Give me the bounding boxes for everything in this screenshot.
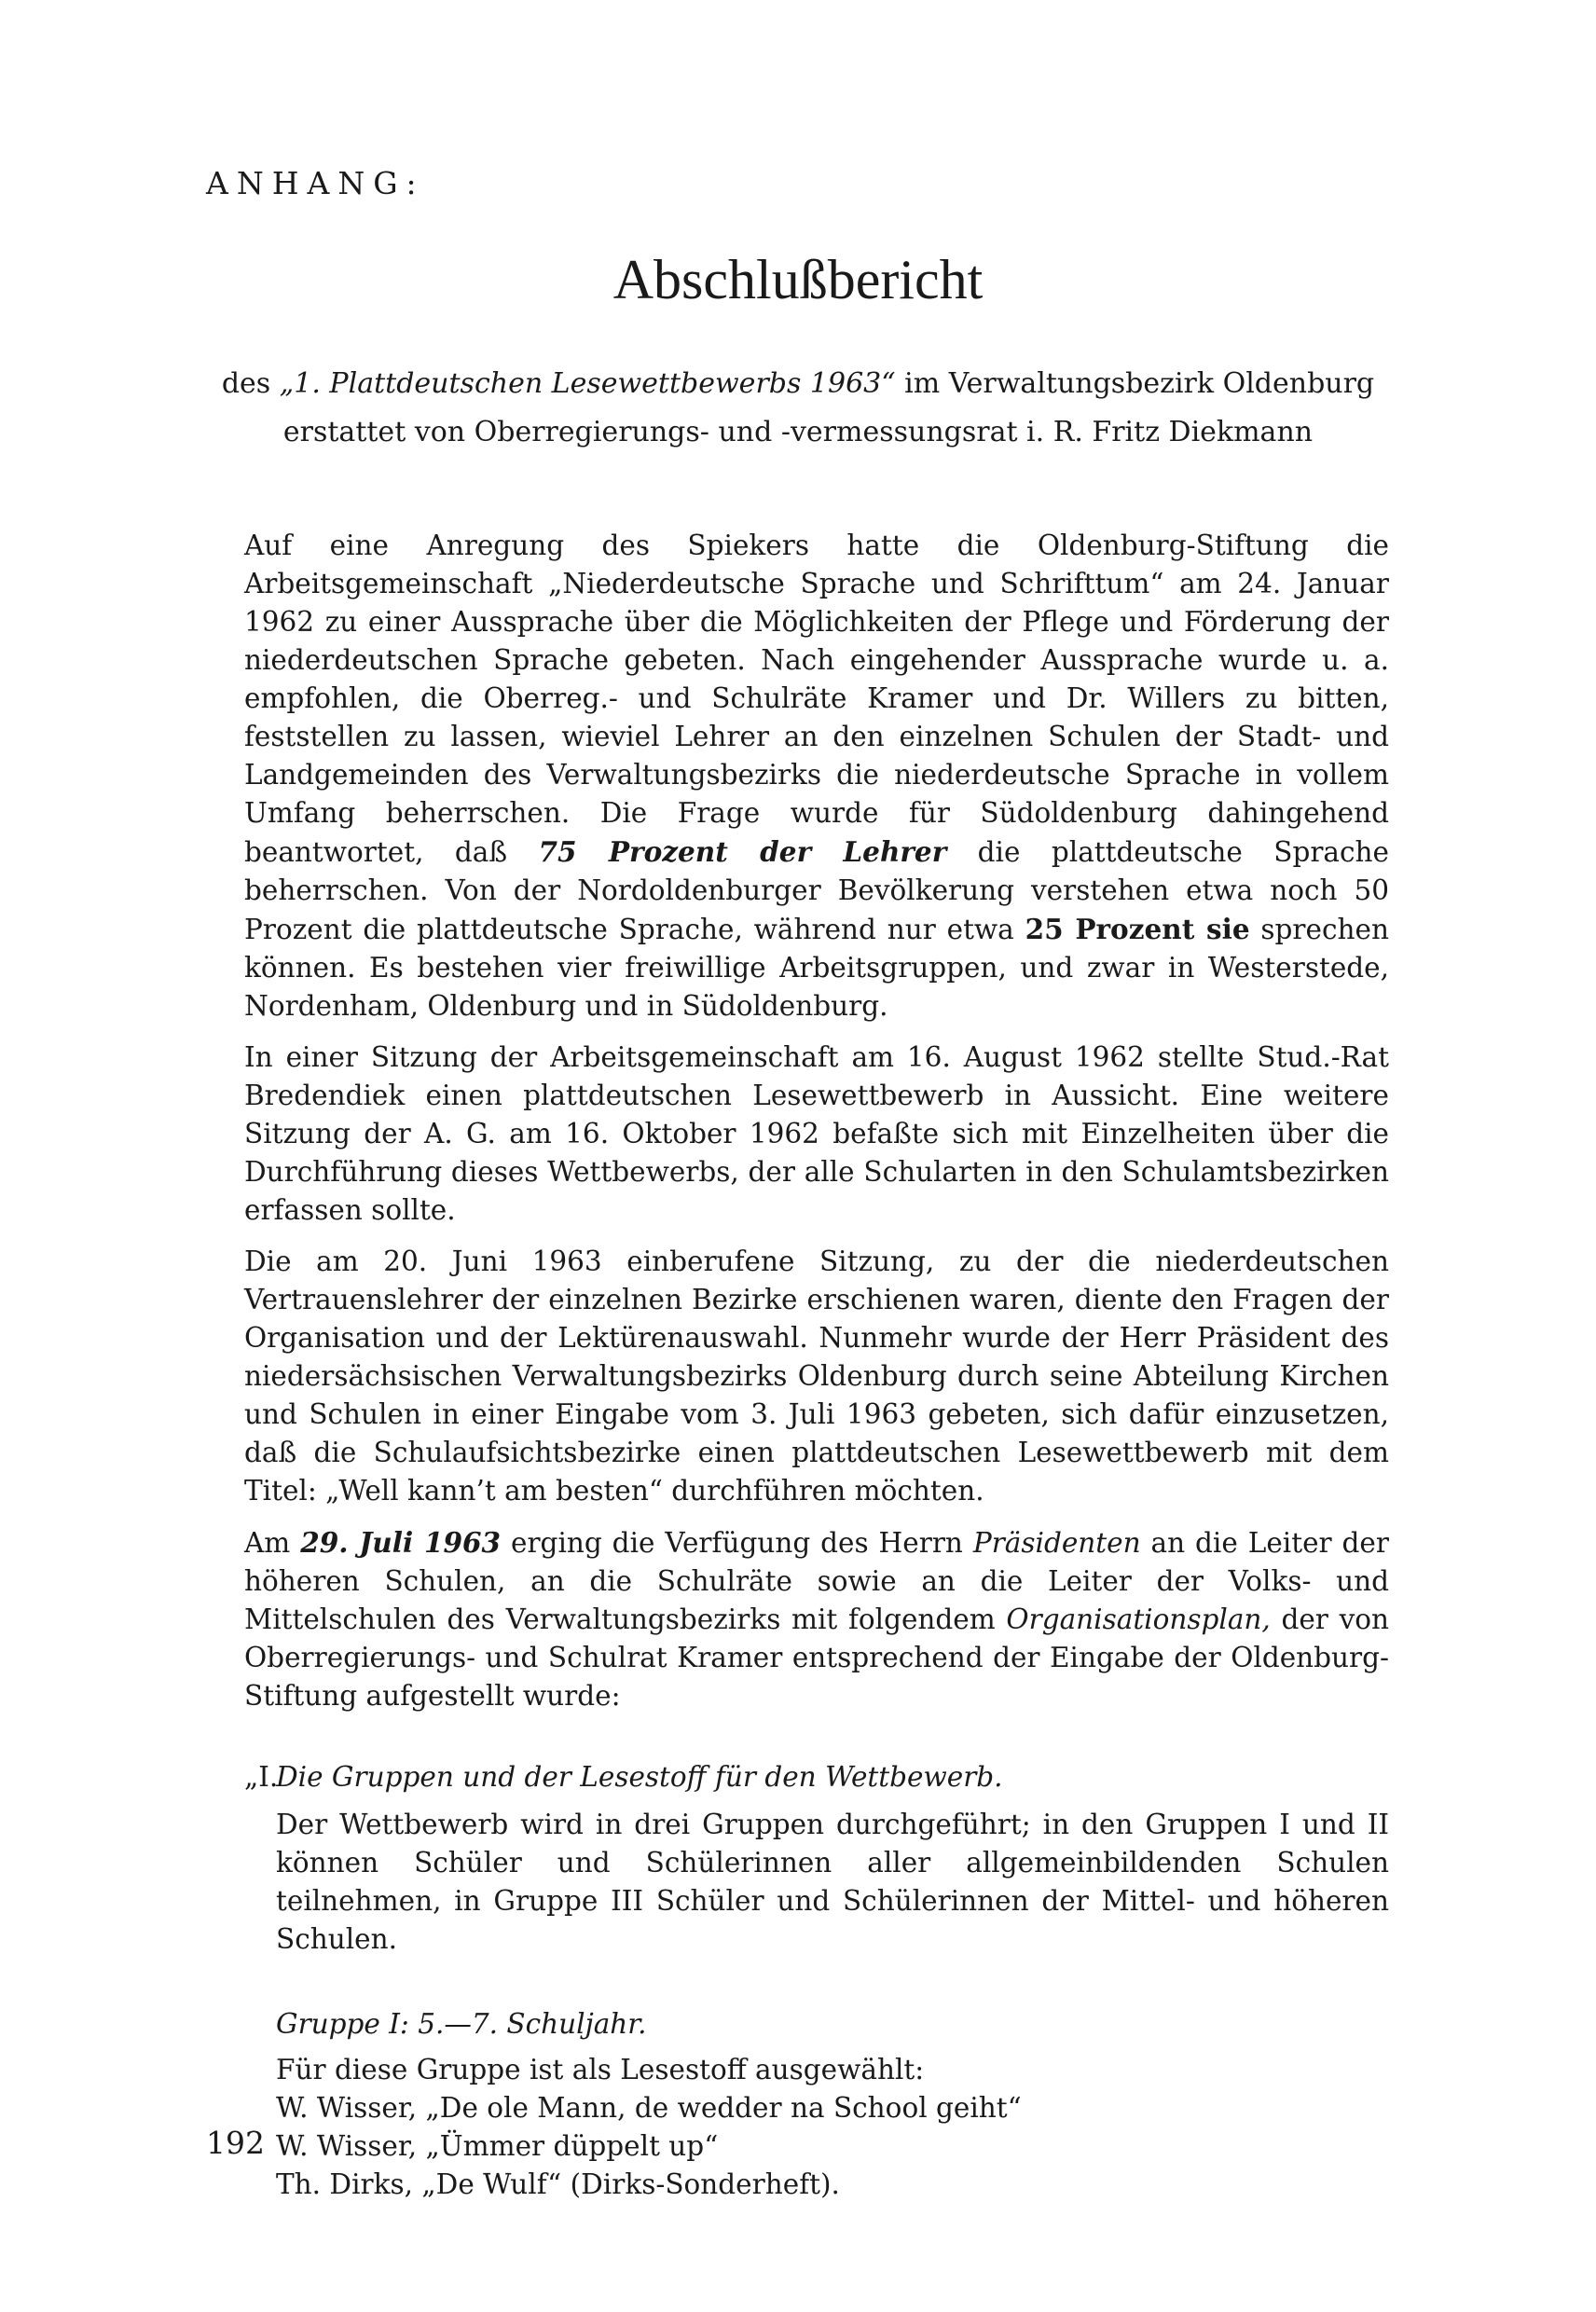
group-1-line: Th. Dirks, „De Wulf“ (Dirks-Sonderheft). <box>276 2168 840 2200</box>
subtitle <box>186 360 1410 457</box>
subtitle-suffix: im Verwaltungsbezirk Oldenburg <box>895 367 1375 400</box>
section-1 <box>244 1758 1389 1959</box>
section-1-heading: Die Gruppen und der Lesestoff für den Wettbewerb. <box>276 1761 1003 1793</box>
paragraph-4-part-b: erging die Verfügung des Herrn <box>501 1527 973 1559</box>
paragraph-4-part-d: der von Oberregierungs- und Schulrat Kramer entsprechend der Eingabe der Oldenburg-Stiftung aufgestellt wurde: <box>244 1603 1390 1712</box>
paragraph-1-bold: 25 Prozent sie <box>1025 913 1250 945</box>
subtitle-line-2: erstattet von Oberregierungs- und -vermessungsrat i. R. Fritz Diekmann <box>282 416 1314 448</box>
paragraph-4-part-c: an die Leiter der höheren Schulen, an die Schulräte sowie an die Leiter der Volks- und Mittelschulen des Verwaltungsbezirks mit folgendem <box>244 1527 1389 1635</box>
paragraph-4-part-a: Am <box>244 1527 301 1559</box>
contest-name: „1. Plattdeutschen Lesewettbewerbs 1963“ <box>279 367 896 400</box>
group-1-line: W. Wisser, „Ümmer düppelt up“ <box>276 2130 719 2162</box>
paragraph-1-part-c: sprechen können. Es bestehen vier freiwillige Arbeitsgruppen, und zwar in Westerstede, Nordenham, Oldenburg und in Südoldenburg. <box>244 914 1389 1022</box>
paragraph-1-part-a: Auf eine Anregung des Spiekers hatte die Oldenburg-Stiftung die Arbeitsgemeinschaft „Niederdeutsche Sprache und Schrifttum“ am 24. Januar 1962 zu einer Aussprache über die Möglichkeiten der Pflege und Förderung der niederdeutschen Sprache gebeten. Nach eingehender Aussprache wurde u. a. empfohlen, die Oberreg.- und Schulräte Kramer und Dr. Willers zu bitten, feststellen zu lassen, wieviel Lehrer an den einzelnen Schulen der Stadt- und Landgemeinden des Verwaltungsbezirks die niederdeutsche Sprache in vollem Umfang beherrschen. Die Frage wurde für Südoldenburg dahingehend beantwortet, daß <box>244 530 1389 868</box>
paragraph-2: In einer Sitzung der Arbeitsgemeinschaft am 16. August 1962 stellte Stud.-Rat Bredendiek einen plattdeutschen Lesewettbewerb in Aussicht. Eine weitere Sitzung der A. G. am 16. Oktober 1962 befaßte sich mit Einzelheiten über die Durchführung dieses Wettbewerbs, der alle Schularten in den Schulamtsbezirken erfassen sollte. <box>244 1041 1389 1226</box>
section-1-body <box>276 1758 1389 1959</box>
paragraph-4-praesident: Präsidenten <box>972 1527 1141 1559</box>
page-title: Abschlußbericht <box>612 249 984 310</box>
group-1-heading: Gruppe I: 5.—7. Schuljahr. <box>276 2008 647 2040</box>
section-1-text: Der Wettbewerb wird in drei Gruppen durchgeführt; in den Gruppen I und II können Schüler und Schülerinnen aller allgemeinbildenden Schulen teilnehmen, in Gruppe III Schüler und Schülerinnen der Mittel- und höheren Schulen. <box>276 1809 1389 1955</box>
subtitle-line-1 <box>186 360 1410 408</box>
paragraph-1-emphasis: 75 Prozent der Lehrer <box>538 835 947 868</box>
group-1-line: Für diese Gruppe ist als Lesestoff ausgewählt: <box>276 2054 925 2085</box>
section-1-number: „I. <box>244 1761 279 1793</box>
paragraph-4-date: 29. Juli 1963 <box>300 1526 502 1559</box>
group-1-line: W. Wisser, „De ole Mann, de wedder na School geiht“ <box>276 2092 1022 2124</box>
group-1 <box>276 2005 1389 2204</box>
paragraph-4-plan: Organisationsplan, <box>1006 1603 1271 1635</box>
page-number: 192 <box>206 2125 265 2161</box>
paragraph-4 <box>244 1523 1389 1715</box>
paragraph-1-part-b: die plattdeutsche Sprache beherrschen. Von der Nordoldenburger Bevölkerung verstehen etwa noch 50 Prozent die plattdeutsche Sprache, während nur etwa <box>244 836 1389 945</box>
paragraph-3: Die am 20. Juni 1963 einberufene Sitzung, zu der die niederdeutschen Vertrauenslehrer der einzelnen Bezirke erschienen waren, diente den Fragen der Organisation und der Lektürenauswahl. Nunmehr wurde der Herr Präsident des niedersächsischen Verwaltungsbezirks Oldenburg durch seine Abteilung Kirchen und Schulen in einer Eingabe vom 3. Juli 1963 gebeten, sich dafür einzusetzen, daß die Schulaufsichtsbezirke einen plattdeutschen Lesewettbewerb mit dem Titel: „Well kann’t am besten“ durchführen möchten. <box>244 1245 1389 1507</box>
section-label: ANHANG: <box>206 165 425 201</box>
body-text <box>244 527 1389 2204</box>
subtitle-prefix: des <box>221 367 280 400</box>
paragraph-1 <box>244 527 1389 1025</box>
